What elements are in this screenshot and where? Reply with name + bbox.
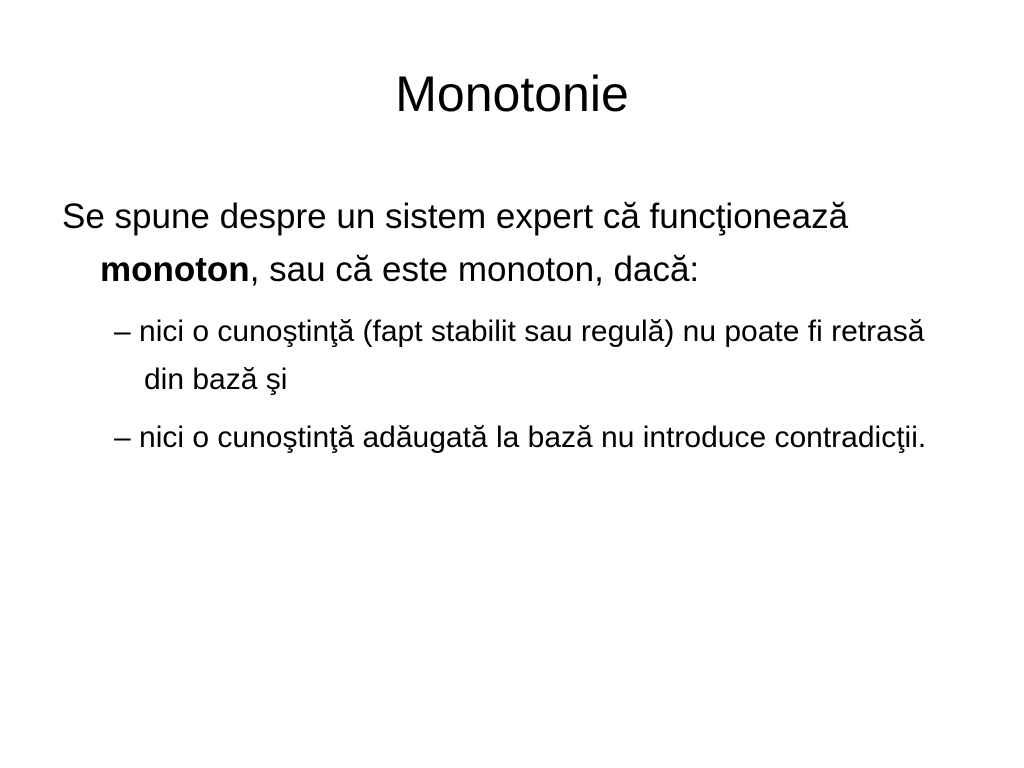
sub-bullet-text: nici o cunoştinţă (fapt stabilit sau regulă) nu poate fi retrasă din bază şi [139, 315, 925, 396]
sub-bullet-text: nici o cunoştinţă adăugată la bază nu introduce contradicţii. [139, 421, 927, 454]
paragraph-bold-term: monoton [100, 250, 250, 289]
sub-bullet-2 [62, 414, 972, 462]
dash-marker: – [114, 421, 131, 454]
dash-marker: – [114, 315, 131, 348]
sub-bullet-1 [62, 308, 972, 404]
slide-body [62, 190, 972, 462]
main-paragraph [62, 190, 972, 296]
slide-title: Monotonie [395, 66, 629, 122]
paragraph-text-before: Se spune despre un sistem expert că funcţionează [62, 197, 849, 236]
paragraph-text-after: , sau că este monoton, dacă: [249, 250, 700, 289]
